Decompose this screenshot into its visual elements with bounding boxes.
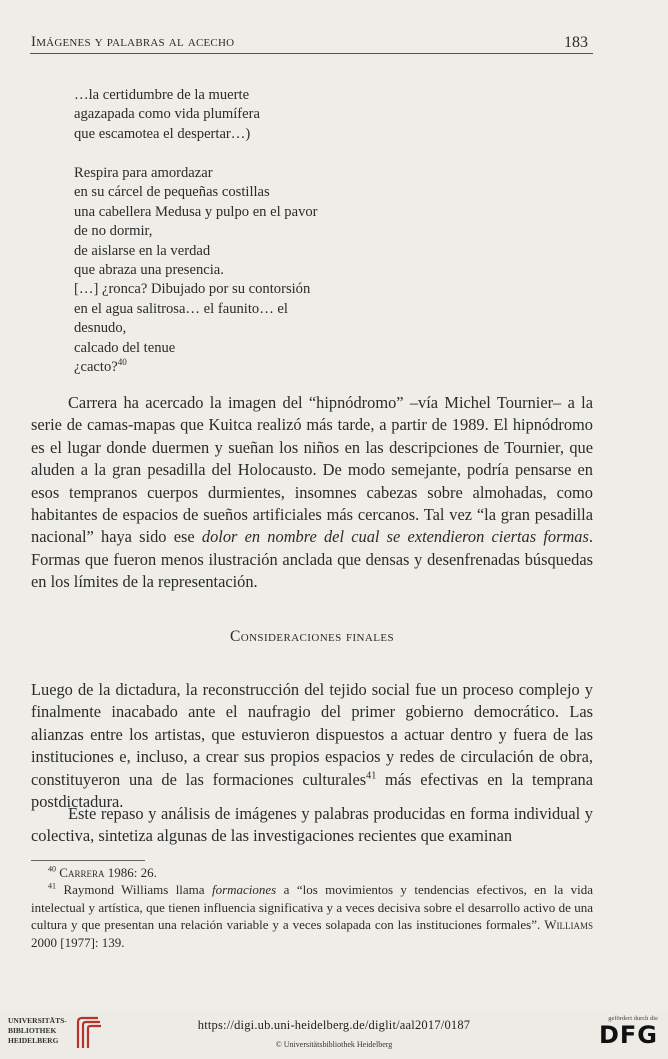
footnote-40	[31, 864, 593, 881]
italic-term: formaciones	[211, 882, 277, 898]
paragraph-dictadura	[31, 679, 593, 813]
paragraph-text: más efectivas en la temprana postdictadura.	[31, 769, 593, 812]
poem-line: que escamotea el despertar…)	[74, 125, 251, 142]
poem-line: una cabellera Medusa y pulpo en el pavor	[74, 203, 318, 220]
footnote-text: Raymond Williams llama	[56, 882, 212, 898]
section-title: Consideraciones finales	[230, 628, 394, 645]
footnote-number: 40	[48, 864, 57, 874]
poem-line: que abraza una presencia.	[74, 262, 224, 279]
italic-phrase: dolor en nombre del cual se extendieron ciertas formas	[201, 527, 589, 547]
poem-line: […] ¿ronca? Dibujado por su contorsión	[74, 281, 311, 298]
running-head	[31, 34, 234, 51]
poem-line: desnudo,	[74, 320, 127, 337]
poem-last-line: ¿cacto?	[74, 359, 118, 376]
footnote-author: Carrera	[59, 865, 105, 880]
footnote-ref-41[interactable]: 41	[366, 770, 377, 782]
paragraph-text: Carrera ha acercado la imagen del “hipnódromo” –vía Michel Tournier– a la serie de camas-mapas que Kuitca realizó más tarde, a partir de 1989. El hipnódromo es el lugar donde duermen y sueñan los niños en las descripciones de Tournier, que aluden a la gran pesadilla del Holocausto. De modo semejante, podría pensarse en esos tempranos cuerpos durmientes, insomnes cabezas sobre almohadas, como habitantes de espacios de sueños artificiales más cercanos. Tal vez “la gran pesadilla nacional” haya sido ese	[31, 393, 593, 547]
page-number: 183	[564, 34, 588, 51]
paragraph-text: Luego de la dictadura, la reconstrucción del tejido social fue un proceso complejo y finalmente inacabado ante el naufragio del primer gobierno democrático. Las alianzas entre los artistas, que estuvieron dispuestos a actuar dentro y fuera de las instituciones e, incluso, a crear sus propios espacios y redes de circulación de obra, constituyeron una de las formaciones culturales	[31, 680, 593, 789]
footnote-number: 41	[48, 882, 57, 892]
header-rule	[30, 53, 593, 54]
poem-line: calcado del tenue	[74, 339, 176, 356]
footnote-text: 1986: 26.	[104, 865, 157, 880]
poem-stanza-2	[74, 164, 318, 377]
footnote-author: Williams	[544, 917, 593, 933]
dfg-wordmark: DFG	[598, 1021, 658, 1049]
footnote-41	[31, 881, 593, 951]
footnote-text: a “los movimientos y tendencias efectivos, en la vida intelectual y artística, que tienen influencia significativa y a veces decisiva sobre el desarrollo activo de una cultura y que presentan una relación variable y a veces solapada con las instituciones formales”.	[31, 882, 593, 933]
funding-note: gefördert durch die	[608, 1015, 658, 1022]
paragraph-text: . Formas que fueron menos ilustración anclada que densas y desenfrenadas búsquedas en los límites de la representación.	[31, 527, 593, 592]
copyright-notice: © Universitätsbibliothek Heidelberg	[275, 1040, 393, 1049]
dfg-logo[interactable]	[588, 1015, 658, 1055]
footnotes	[31, 864, 593, 951]
poem-line: Respira para amordazar	[74, 165, 213, 181]
poem-stanza-1	[74, 86, 260, 144]
poem-line: agazapada como vida plumífera	[74, 106, 260, 123]
running-head-title: Imágenes y palabras al acecho	[31, 34, 235, 50]
paragraph-hipnodromo	[31, 392, 593, 594]
poem-line: de aislarse en la verdad	[74, 242, 211, 259]
poem-line: de no dormir,	[74, 223, 153, 240]
poem-line	[74, 358, 318, 377]
paragraph-repaso: Este repaso y análisis de imágenes y palabras producidas en forma individual y colectiva, sintetiza algunas de las investigaciones recientes que examinan	[31, 804, 593, 846]
document-url[interactable]: https://digi.ub.uni-heidelberg.de/diglit/aal2017/0187	[197, 1018, 471, 1032]
footnote-text: 2000 [1977]: 139.	[31, 934, 125, 950]
library-name: UNIVERSITÄTS- BIBLIOTHEK HEIDELBERG	[8, 1016, 67, 1045]
footnote-ref-40[interactable]: 40	[117, 357, 127, 368]
footnote-rule	[31, 860, 145, 861]
poem-line: en su cárcel de pequeñas costillas	[74, 184, 270, 201]
poem-line: en el agua salitrosa… el faunito… el	[74, 300, 288, 317]
poem-line: …la certidumbre de la muerte	[74, 87, 250, 103]
